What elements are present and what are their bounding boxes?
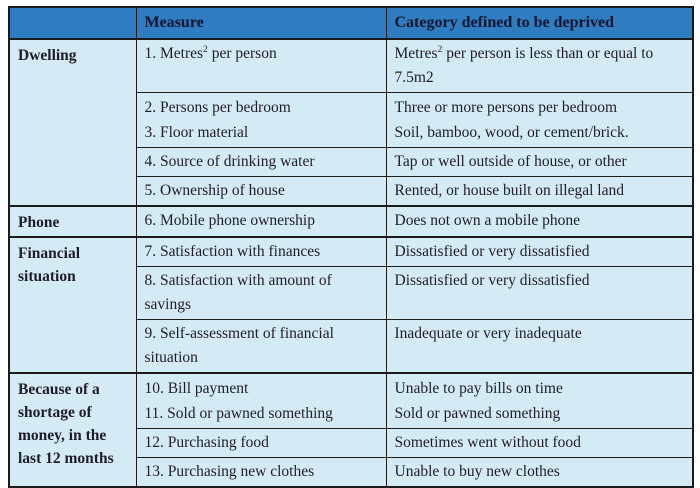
category-3: Soil, bamboo, wood, or cement/brick. — [394, 124, 629, 141]
measure-cell-4: 4. Source of drinking water — [136, 148, 386, 177]
category-10: Unable to pay bills on time — [394, 380, 563, 397]
measure-cell-12: 12. Purchasing food — [136, 429, 386, 458]
group-label-dwelling: Dwelling — [9, 39, 136, 206]
table-row — [9, 39, 693, 93]
measure-cell-8: 8. Satisfaction with amount of savings — [136, 267, 386, 320]
measure-cell-13: 13. Purchasing new clothes — [136, 458, 386, 488]
category-cell-4: Tap or well outside of house, or other — [386, 148, 693, 177]
superscript-2: 2 — [203, 43, 208, 55]
measure-cell-5: 5. Ownership of house — [136, 177, 386, 207]
deprivation-table-container — [8, 6, 694, 488]
category-2: Three or more persons per bedroom — [394, 99, 618, 116]
table-row — [9, 237, 693, 267]
measure-10: 10. Bill payment — [144, 380, 249, 397]
measure-2: 2. Persons per bedroom — [144, 99, 291, 116]
measure-11: 11. Sold or pawned something — [144, 405, 333, 422]
deprivation-measures-table — [8, 6, 694, 488]
header-category: Category defined to be deprived — [386, 7, 693, 39]
measure-3: 3. Floor material — [144, 124, 249, 141]
measure-cell-9: 9. Self-assessment of financial situation — [136, 320, 386, 374]
category-cell-1: Metres$^2$ per person is less than or equal to 7.5m2 — [386, 39, 693, 93]
category-cell-7: Dissatisfied or very dissatisfied — [386, 237, 693, 267]
category-cell-6: Does not own a mobile phone — [386, 206, 693, 237]
measure-cell-2-3 — [136, 93, 386, 148]
category-cell-2-3 — [386, 93, 693, 148]
category-11: Sold or pawned something — [394, 405, 561, 422]
superscript-2: 2 — [437, 43, 443, 55]
table-row — [9, 373, 693, 429]
category-cell-9: Inadequate or very inadequate — [386, 320, 693, 374]
measure-cell-10-11 — [136, 373, 386, 429]
measure-cell-1: 1. Metres$^2$ per person — [136, 39, 386, 93]
category-cell-12: Sometimes went without food — [386, 429, 693, 458]
table-row — [9, 206, 693, 237]
group-label-financial-situation: Financial situation — [9, 237, 136, 373]
measure-cell-7: 7. Satisfaction with finances — [136, 237, 386, 267]
group-label-shortage-of-money: Because of a shortage of money, in the last 12 months — [9, 373, 136, 487]
header-row — [9, 7, 693, 39]
category-cell-8: Dissatisfied or very dissatisfied — [386, 267, 693, 320]
header-blank-cell — [9, 7, 136, 39]
group-label-phone: Phone — [9, 206, 136, 237]
category-cell-13: Unable to buy new clothes — [386, 458, 693, 488]
header-measure: Measure — [136, 7, 386, 39]
category-cell-5: Rented, or house built on illegal land — [386, 177, 693, 207]
category-cell-10-11 — [386, 373, 693, 429]
measure-cell-6: 6. Mobile phone ownership — [136, 206, 386, 237]
